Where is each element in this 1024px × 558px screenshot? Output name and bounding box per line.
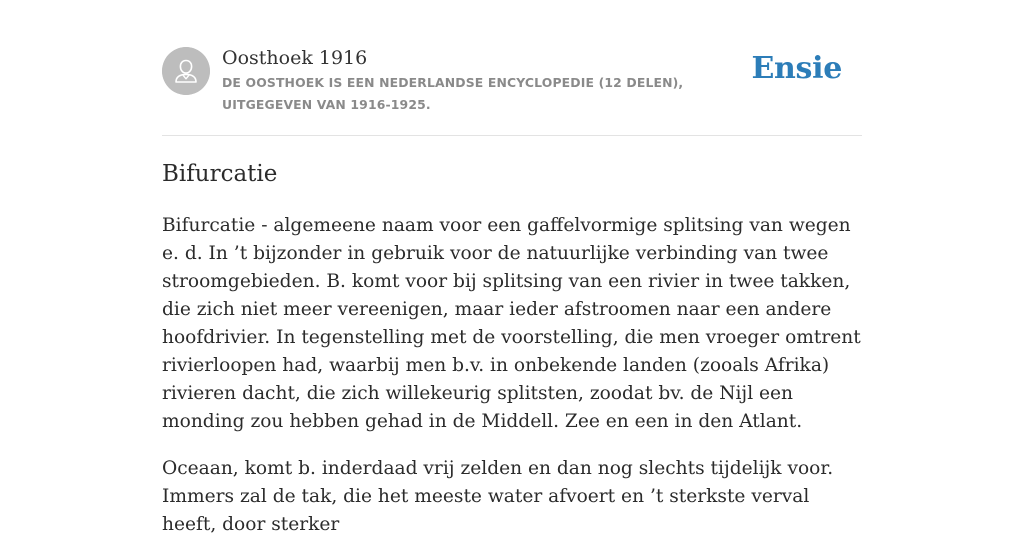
page <box>162 0 862 535</box>
person-outline-icon <box>162 47 210 95</box>
user-avatar-icon[interactable] <box>162 47 210 95</box>
article-paragraph: Bifurcatie - algemeene naam voor een gaffelvormige splitsing van wegen e. d. In ’t bijzonder in gebruik voor de natuurlijke verbinding van twee stroomgebieden. B. komt voor bij splitsing van een rivier in twee takken, die zich niet meer vereenigen, maar ieder afstroomen naar een andere hoofdrivier. In tegenstelling met de voorstelling, die men vroeger omtrent rivierloopen had, waarbij men b.v. in onbekende landen (zooals Afrika) rivieren dacht, die zich willekeurig splitsten, zoodat bv. de Nijl een monding zou hebben gehad in de Middell. Zee en een in den Atlant. <box>162 215 861 432</box>
source-title[interactable]: Oosthoek 1916 <box>222 47 368 69</box>
article-paragraph: Oceaan, komt b. inderdaad vrij zelden en dan nog slechts tijdelijk voor. Immers zal de tak, die het meeste water afvoert en ’t sterkste verval heeft, door sterker <box>162 458 834 535</box>
entry-title: Bifurcatie <box>162 161 278 187</box>
ensie-logo[interactable]: Ensie <box>751 51 842 86</box>
source-header <box>162 0 862 136</box>
article-body <box>162 212 864 558</box>
source-description: DE OOSTHOEK IS EEN NEDERLANDSE ENCYCLOPEDIE (12 DELEN), UITGEGEVEN VAN 1916-1925. <box>222 75 684 112</box>
